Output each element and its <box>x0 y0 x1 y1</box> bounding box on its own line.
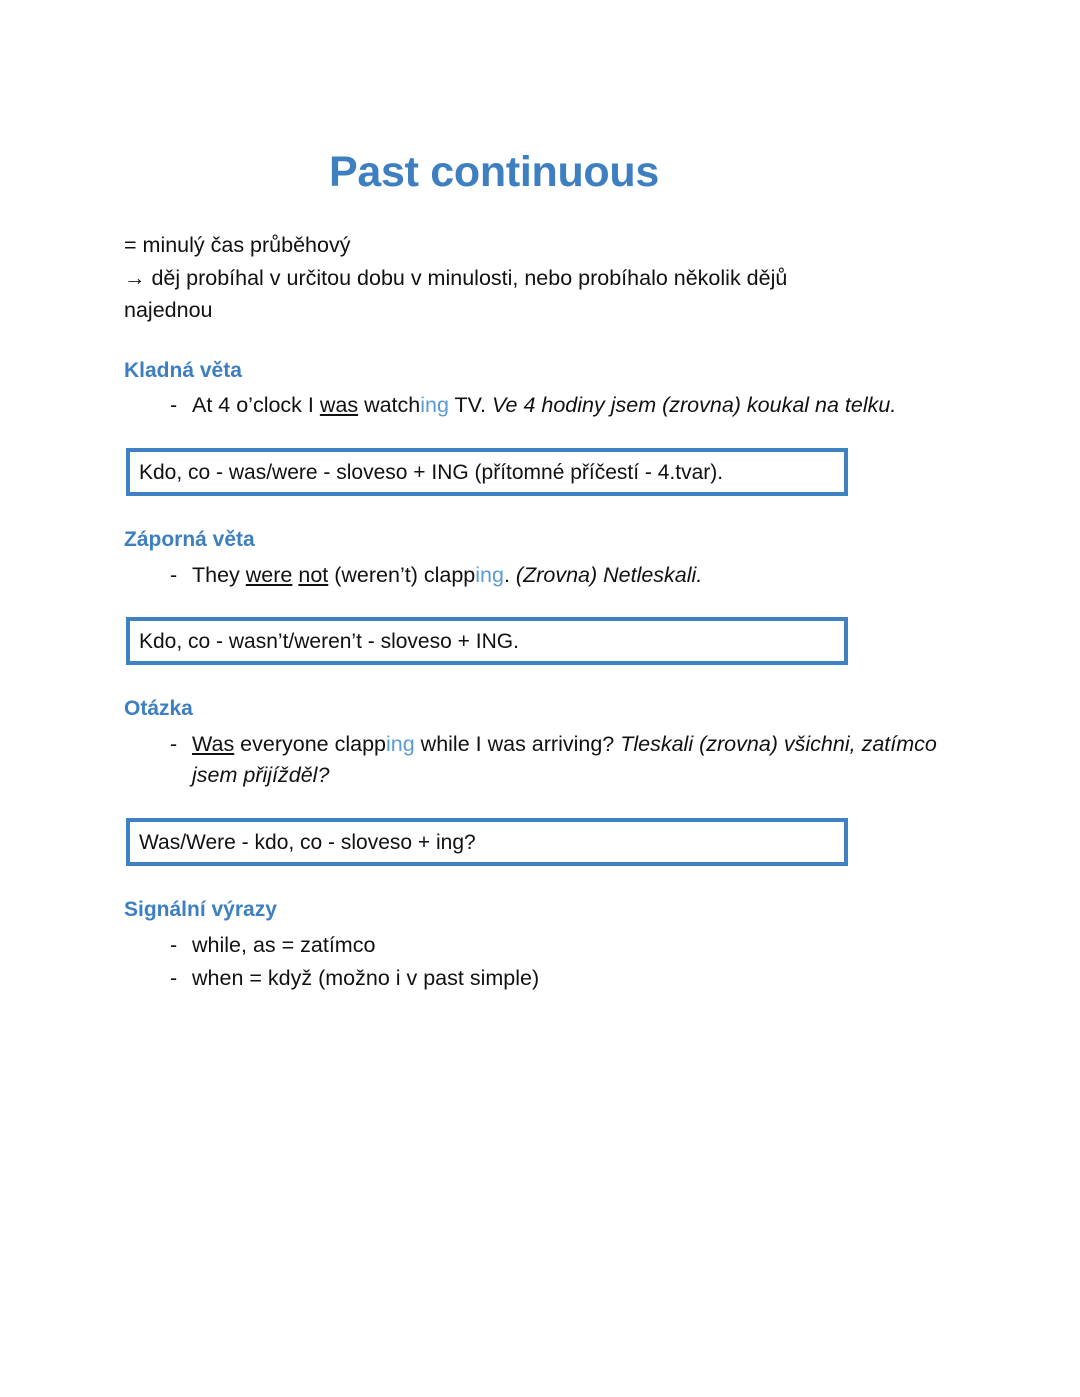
section <box>124 695 954 866</box>
intro-line-3: najednou <box>124 298 213 323</box>
list-item <box>124 930 954 962</box>
text-run-plain: watch <box>358 393 421 418</box>
formula-box <box>126 448 848 496</box>
text-run-underline: Was <box>192 731 235 756</box>
text-run-plain: while I was arriving? <box>414 731 621 756</box>
text-run-plain: . <box>503 562 516 587</box>
list-item <box>124 963 954 995</box>
bullet-dash-icon: - <box>170 966 178 991</box>
bullet-list <box>124 930 954 996</box>
list-item <box>124 560 954 592</box>
bullet-dash-icon: - <box>170 393 178 418</box>
formula-text: Kdo, co - wasn’t/weren’t - sloveso + ING. <box>139 629 519 653</box>
text-run-plain: They <box>192 562 246 587</box>
text-run-plain: (weren’t) clapp <box>328 562 476 587</box>
bullet-dash-icon: - <box>170 731 178 756</box>
document-body <box>124 150 954 1025</box>
text-run-ing: ing <box>420 393 449 418</box>
intro-line-1: = minulý čas průběhový <box>124 233 351 258</box>
section <box>124 526 954 665</box>
text-run-ing: ing <box>386 731 415 756</box>
section-heading: Záporná věta <box>124 528 255 552</box>
sections-container <box>124 357 954 995</box>
intro-line-2: → děj probíhal v určitou dobu v minulosti, nebo probíhalo několik dějů <box>124 265 788 290</box>
list-item <box>124 729 954 793</box>
list-item <box>124 390 954 422</box>
text-run-underline: were <box>245 562 293 587</box>
section-heading: Kladná věta <box>124 359 242 383</box>
intro-paragraph <box>124 229 924 327</box>
text-run-italic: Ve 4 hodiny jsem (zrovna) koukal na telku. <box>491 393 897 418</box>
text-run-underline: not <box>298 562 329 587</box>
bullet-list <box>124 390 954 422</box>
formula-text: Was/Were - kdo, co - sloveso + ing? <box>139 830 476 854</box>
formula-box <box>126 617 848 665</box>
text-run-plain: when = když (možno i v past simple) <box>192 966 540 991</box>
page-title: Past continuous <box>329 148 659 196</box>
text-run-plain: everyone clapp <box>234 731 386 756</box>
bullet-dash-icon: - <box>170 932 178 957</box>
text-run-italic: (Zrovna) Netleskali. <box>515 562 703 587</box>
section <box>124 896 954 995</box>
text-run-plain: At 4 o’clock I <box>192 393 320 418</box>
text-run-plain: while, as = zatímco <box>192 932 376 957</box>
bullet-list <box>124 560 954 592</box>
bullet-list <box>124 729 954 793</box>
formula-text: Kdo, co - was/were - sloveso + ING (přítomné příčestí - 4.tvar). <box>139 460 724 484</box>
section-heading: Otázka <box>124 697 193 721</box>
text-run-italic: Tleskali (zrovna) všichni, zatímco jsem přijížděl? <box>192 731 937 788</box>
bullet-dash-icon: - <box>170 562 178 587</box>
section-heading: Signální výrazy <box>124 898 277 922</box>
text-run-plain: TV. <box>448 393 492 418</box>
text-run-underline: was <box>319 393 359 418</box>
section <box>124 357 954 496</box>
formula-box <box>126 818 848 866</box>
text-run-ing: ing <box>475 562 504 587</box>
